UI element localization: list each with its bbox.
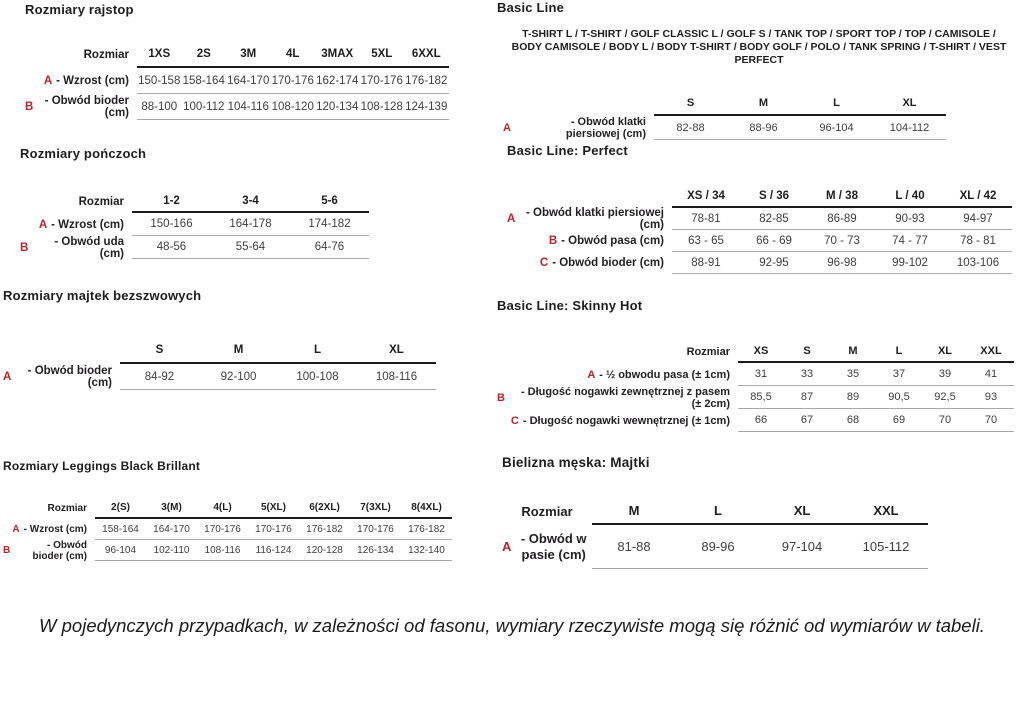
measurement-value-cell: 164-178	[211, 213, 290, 236]
product-list-subtitle: T-SHIRT L / T-SHIRT / GOLF CLASSIC L / GOLF S / TANK TOP / SPORT TOP / TOP / CAMISOLE / BODY CAMISOLE / BODY L / BODY T-SHIRT / BODY GOLF / POLO / TANK SPRING / T-SHIRT / VEST PERFECT	[511, 28, 1007, 67]
size-grid	[502, 498, 928, 569]
row-letter: A	[3, 371, 12, 383]
row-letter: A	[502, 538, 512, 554]
measurement-value-cell: 158-164	[95, 519, 146, 540]
size-column-header: 2(S)	[95, 498, 146, 519]
size-column-header: M	[199, 338, 278, 364]
section-basic-line	[497, 0, 1021, 140]
size-table-leggings	[3, 498, 452, 561]
measurement-value-cell: 92,5	[922, 386, 968, 409]
size-column-header: XL	[760, 498, 844, 525]
section-rozmiary-rajstop	[25, 2, 449, 120]
measurement-value-cell: 68	[830, 409, 876, 432]
size-table-rajstopy	[25, 42, 449, 120]
measurement-value-cell: 90,5	[876, 386, 922, 409]
section-title: Basic Line: Perfect	[507, 143, 628, 158]
row-letter: A	[507, 213, 516, 225]
size-column-header: 4(L)	[197, 498, 248, 519]
row-label-cell: A - Wzrost (cm)	[38, 218, 124, 231]
size-column-header: XS / 34	[672, 186, 740, 208]
measurement-value-cell: 66 - 69	[740, 230, 808, 252]
size-column-header: L	[278, 338, 357, 364]
row-label-cell: A - Obwód klatki piersiowej (cm)	[507, 207, 664, 231]
measurement-value-cell: 176-182	[401, 519, 452, 540]
section-title: Basic Line	[497, 0, 565, 15]
measurement-value-cell: 150-158	[137, 68, 182, 94]
measurement-value-cell: 37	[876, 363, 922, 386]
row-letter: B	[497, 391, 505, 404]
measurement-value-cell: 96-104	[800, 116, 873, 140]
measurement-value-cell: 70	[968, 409, 1014, 432]
measurement-value-cell: 170-176	[197, 519, 248, 540]
size-column-header: M	[727, 92, 800, 116]
size-grid	[20, 190, 369, 259]
row-letter: B	[25, 101, 34, 113]
measurement-value-cell: 102-110	[146, 540, 197, 561]
measurement-value-cell: 39	[922, 363, 968, 386]
row-letter: C	[539, 257, 549, 269]
measurement-value-cell: 126-134	[350, 540, 401, 561]
size-column-header: 5-6	[290, 190, 369, 213]
size-column-header: 7(3XL)	[350, 498, 401, 519]
size-column-header: 3M	[226, 42, 271, 68]
row-label-cell: A - Obwód bioder (cm)	[3, 365, 112, 389]
section-basic-line-perfect	[507, 143, 1012, 274]
size-table-basic-line	[497, 92, 1021, 140]
size-column-header: 6XXL	[404, 42, 449, 68]
size-column-header: 4L	[271, 42, 316, 68]
measurement-value-cell: 81-88	[592, 525, 676, 569]
measurement-value-cell: 120-128	[299, 540, 350, 561]
measurement-value-cell: 170-176	[350, 519, 401, 540]
size-table-skinny-hot	[497, 340, 1014, 432]
measurement-value-cell: 170-176	[248, 519, 299, 540]
size-column-header: XS	[738, 340, 784, 363]
row-letter: A	[503, 122, 511, 135]
corner-header-cell: Rozmiar	[521, 504, 573, 519]
size-table-majtki-bezszwowe	[3, 338, 436, 390]
measurement-value-cell: 105-112	[844, 525, 928, 569]
measurement-value-cell: 162-174	[315, 68, 360, 94]
measurement-value-cell: 78 - 81	[944, 230, 1012, 252]
measurement-value-cell: 88-100	[137, 94, 182, 120]
footer-disclaimer-note: W pojedynczych przypadkach, w zależności od fasonu, wymiary rzeczywiste mogą się różnić od wymiarów w tabeli.	[39, 615, 985, 636]
size-column-header: XL	[922, 340, 968, 363]
size-column-header: L	[800, 92, 873, 116]
row-label-cell: B - Obwód uda (cm)	[20, 235, 124, 260]
size-column-header: 6(2XL)	[299, 498, 350, 519]
size-column-header: XXL	[844, 498, 928, 525]
measurement-value-cell: 89	[830, 386, 876, 409]
measurement-value-cell: 66	[738, 409, 784, 432]
measurement-value-cell: 150-166	[132, 213, 211, 236]
size-column-header: XL / 42	[944, 186, 1012, 208]
size-column-header: L / 40	[876, 186, 944, 208]
measurement-value-cell: 31	[738, 363, 784, 386]
size-column-header: S	[784, 340, 830, 363]
measurement-value-cell: 176-182	[404, 68, 449, 94]
size-column-header: 5XL	[360, 42, 405, 68]
section-bielizna-meska-majtki	[502, 455, 928, 569]
row-letter: C	[510, 414, 519, 427]
size-table-basic-line-perfect	[507, 186, 1012, 274]
measurement-value-cell: 78-81	[672, 208, 740, 230]
corner-header-cell: Rozmiar	[686, 345, 730, 358]
size-column-header: XL	[357, 338, 436, 364]
measurement-value-cell: 93	[968, 386, 1014, 409]
measurement-value-cell: 103-106	[944, 252, 1012, 274]
measurement-value-cell: 88-91	[672, 252, 740, 274]
size-column-header: S / 36	[740, 186, 808, 208]
measurement-value-cell: 108-116	[197, 540, 248, 561]
size-column-header: XXL	[968, 340, 1014, 363]
row-label-cell: A - Obwód w pasie (cm)	[502, 530, 587, 562]
size-grid	[3, 498, 452, 561]
row-label-cell: A - Wzrost (cm)	[43, 75, 129, 87]
row-letter: B	[3, 545, 11, 556]
size-grid	[503, 92, 1021, 140]
measurement-value-cell: 85,5	[738, 386, 784, 409]
measurement-value-cell: 100-108	[278, 364, 357, 390]
row-label-cell: B - Obwód pasa (cm)	[548, 235, 664, 247]
measurement-value-cell: 74 - 77	[876, 230, 944, 252]
measurement-value-cell: 108-120	[271, 94, 316, 120]
size-column-header: 3MAX	[315, 42, 360, 68]
row-label-cell: C - Długość nogawki wewnętrznej (± 1cm)	[510, 414, 730, 427]
size-column-header: M	[592, 498, 676, 525]
size-column-header: 8(4XL)	[401, 498, 452, 519]
row-letter: A	[43, 75, 53, 87]
row-label-cell: B - Długość nogawki zewnętrznej z pasem (± 2cm)	[497, 385, 730, 410]
size-column-header: L	[676, 498, 760, 525]
measurement-value-cell: 82-85	[740, 208, 808, 230]
section-rozmiary-leggings	[3, 459, 452, 561]
measurement-value-cell: 90-93	[876, 208, 944, 230]
row-label-cell: B - Obwód bioder (cm)	[25, 95, 129, 119]
corner-header-cell: Rozmiar	[78, 195, 124, 208]
corner-header-cell	[507, 186, 672, 208]
row-letter: A	[38, 218, 48, 231]
measurement-value-cell: 99-102	[876, 252, 944, 274]
row-letter: B	[20, 241, 29, 254]
measurement-value-cell: 96-98	[808, 252, 876, 274]
section-title: Rozmiary majtek bezszwowych	[3, 288, 202, 303]
measurement-value-cell: 82-88	[654, 116, 727, 140]
size-grid	[3, 338, 436, 390]
measurement-value-cell: 70 - 73	[808, 230, 876, 252]
size-column-header: 1-2	[132, 190, 211, 213]
size-column-header: L	[876, 340, 922, 363]
measurement-value-cell: 100-112	[182, 94, 227, 120]
measurement-value-cell: 67	[784, 409, 830, 432]
measurement-value-cell: 170-176	[271, 68, 316, 94]
size-grid	[497, 340, 1014, 432]
size-column-header: S	[654, 92, 727, 116]
measurement-value-cell: 41	[968, 363, 1014, 386]
size-column-header: 5(XL)	[248, 498, 299, 519]
measurement-value-cell: 176-182	[299, 519, 350, 540]
measurement-value-cell: 97-104	[760, 525, 844, 569]
measurement-value-cell: 108-116	[357, 364, 436, 390]
measurement-value-cell: 116-124	[248, 540, 299, 561]
size-column-header: 3(M)	[146, 498, 197, 519]
measurement-value-cell: 94-97	[944, 208, 1012, 230]
measurement-value-cell: 104-112	[873, 116, 946, 140]
corner-header-cell: Rozmiar	[47, 503, 87, 514]
size-column-header: M / 38	[808, 186, 876, 208]
row-label-cell: A - ½ obwodu pasa (± 1cm)	[587, 368, 730, 381]
size-table-ponczochy	[20, 190, 369, 259]
size-column-header: S	[120, 338, 199, 364]
row-label-cell: B - Obwód bioder (cm)	[3, 539, 87, 562]
size-column-header: 3-4	[211, 190, 290, 213]
measurement-value-cell: 63 - 65	[672, 230, 740, 252]
size-grid	[507, 186, 1012, 274]
row-label-cell: A - Wzrost (cm)	[12, 524, 87, 535]
measurement-value-cell: 124-139	[404, 94, 449, 120]
size-column-header: 1XS	[137, 42, 182, 68]
section-title: Rozmiary pończoch	[20, 146, 147, 161]
measurement-value-cell: 64-76	[290, 236, 369, 259]
row-label-cell: A - Obwód klatki piersiowej (cm)	[503, 116, 646, 141]
corner-header-cell	[503, 92, 654, 116]
measurement-value-cell: 84-92	[120, 364, 199, 390]
measurement-value-cell: 96-104	[95, 540, 146, 561]
corner-header-cell	[3, 338, 120, 364]
measurement-value-cell: 120-134	[315, 94, 360, 120]
measurement-value-cell: 92-95	[740, 252, 808, 274]
row-letter: B	[548, 235, 558, 247]
section-title: Bielizna męska: Majtki	[502, 455, 650, 470]
measurement-value-cell: 170-176	[360, 68, 405, 94]
measurement-value-cell: 164-170	[226, 68, 271, 94]
size-table-bielizna-meska	[502, 498, 928, 569]
size-column-header: XL	[873, 92, 946, 116]
measurement-value-cell: 164-170	[146, 519, 197, 540]
measurement-value-cell: 86-89	[808, 208, 876, 230]
measurement-value-cell: 69	[876, 409, 922, 432]
corner-header-cell: Rozmiar	[83, 49, 129, 61]
measurement-value-cell: 48-56	[132, 236, 211, 259]
measurement-value-cell: 88-96	[727, 116, 800, 140]
measurement-value-cell: 104-116	[226, 94, 271, 120]
measurement-value-cell: 108-128	[360, 94, 405, 120]
measurement-value-cell: 132-140	[401, 540, 452, 561]
section-title: Basic Line: Skinny Hot	[497, 298, 643, 313]
row-letter: A	[12, 524, 20, 535]
measurement-value-cell: 174-182	[290, 213, 369, 236]
section-rozmiary-majtek-bezszwowych	[3, 288, 436, 390]
measurement-value-cell: 92-100	[199, 364, 278, 390]
row-label-cell: C - Obwód bioder (cm)	[539, 257, 664, 269]
measurement-value-cell: 35	[830, 363, 876, 386]
section-rozmiary-ponczoch	[20, 146, 369, 259]
measurement-value-cell: 33	[784, 363, 830, 386]
measurement-value-cell: 89-96	[676, 525, 760, 569]
size-column-header: 2S	[182, 42, 227, 68]
section-title: Rozmiary rajstop	[25, 2, 134, 17]
section-basic-line-skinny-hot	[497, 298, 1014, 432]
measurement-value-cell: 70	[922, 409, 968, 432]
size-grid	[25, 42, 449, 120]
measurement-value-cell: 158-164	[182, 68, 227, 94]
section-title: Rozmiary Leggings Black Brillant	[3, 459, 201, 473]
row-letter: A	[587, 368, 596, 381]
size-column-header: M	[830, 340, 876, 363]
measurement-value-cell: 55-64	[211, 236, 290, 259]
measurement-value-cell: 87	[784, 386, 830, 409]
